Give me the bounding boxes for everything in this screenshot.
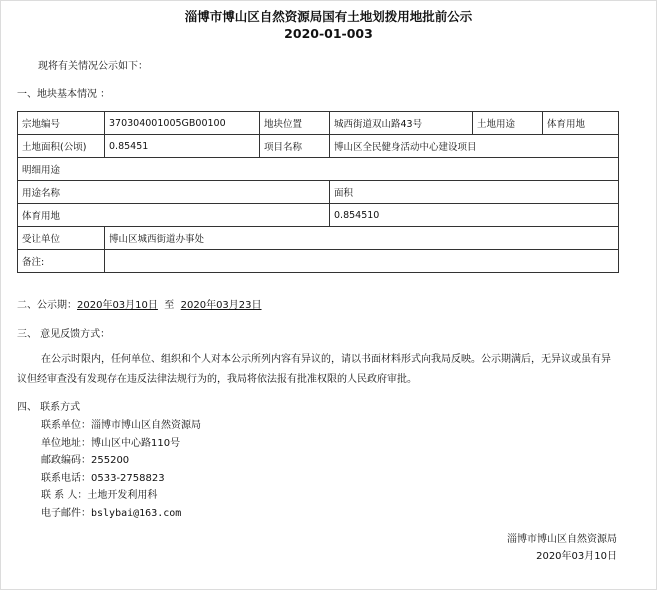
grantee-label: 受让单位 [18, 227, 105, 250]
contact-postcode: 邮政编码：255200 [41, 455, 130, 466]
table-row [18, 181, 619, 204]
grantee-value: 博山区城西街道办事处 [105, 227, 619, 250]
contact-email: 电子邮件：bslybai@163.com [41, 507, 182, 519]
area-value: 0.85451 [105, 135, 260, 158]
table-row [18, 227, 619, 250]
parcel-no-value: 370304001005GB00100 [105, 112, 260, 135]
land-info-table [17, 111, 619, 273]
use-name-cell: 体育用地 [18, 204, 330, 227]
use-name-header: 用途名称 [18, 181, 330, 204]
parcel-no-label: 宗地编号 [18, 112, 105, 135]
table-row [18, 204, 619, 227]
section-contact-heading: 四、 联系方式 [17, 402, 81, 413]
table-row [18, 112, 619, 135]
contact-address: 单位地址：博山区中心路110号 [41, 437, 181, 449]
land-use-label: 土地用途 [473, 112, 543, 135]
location-label: 地块位置 [260, 112, 330, 135]
use-area-cell: 0.854510 [330, 204, 619, 227]
signature-date: 2020年03月10日 [536, 551, 617, 562]
table-row [18, 135, 619, 158]
remarks-label: 备注: [18, 250, 105, 273]
feedback-paragraph: 在公示时限内，任何单位、组织和个人对本公示所列内容有异议的，请以书面材料形式向我局反映。公示期满后，无异议或虽有异议但经审查没有发现存在违反法律法规行为的，我局将依法报有批准权限的人民政府审批。 [17, 354, 611, 385]
section-notice-period [17, 296, 262, 311]
notice-period-to: 至 [164, 300, 175, 311]
area-label: 土地面积(公顷) [18, 135, 105, 158]
project-name-label: 项目名称 [260, 135, 330, 158]
section-feedback-heading: 三、 意见反馈方式： [17, 329, 111, 340]
page-title: 淄博市博山区自然资源局国有土地划拨用地批前公示 [184, 9, 473, 24]
notice-number: 2020-01-003 [284, 26, 373, 41]
project-name-value: 博山区全民健身活动中心建设项目 [330, 135, 619, 158]
area-header: 面积 [330, 181, 619, 204]
detail-use-heading: 明细用途 [18, 158, 619, 181]
section-land-info-heading: 一、地块基本情况 ： [17, 89, 111, 100]
intro-text: 现将有关情况公示如下： [38, 61, 148, 72]
notice-end-date: 2020年03月23日 [180, 300, 262, 311]
notice-period-label: 二、公示期： [17, 300, 77, 311]
contact-unit: 联系单位：淄博市博山区自然资源局 [41, 420, 201, 431]
notice-start-date: 2020年03月10日 [77, 300, 158, 311]
table-row [18, 250, 619, 273]
location-value: 城西街道双山路43号 [330, 112, 473, 135]
contact-info [41, 417, 201, 522]
table-row [18, 158, 619, 181]
remarks-value [105, 250, 619, 273]
land-use-value: 体育用地 [543, 112, 619, 135]
signature-org: 淄博市博山区自然资源局 [507, 534, 617, 545]
contact-person: 联 系 人：土地开发利用科 [41, 490, 158, 501]
contact-phone: 联系电话：0533-2758823 [41, 472, 165, 484]
